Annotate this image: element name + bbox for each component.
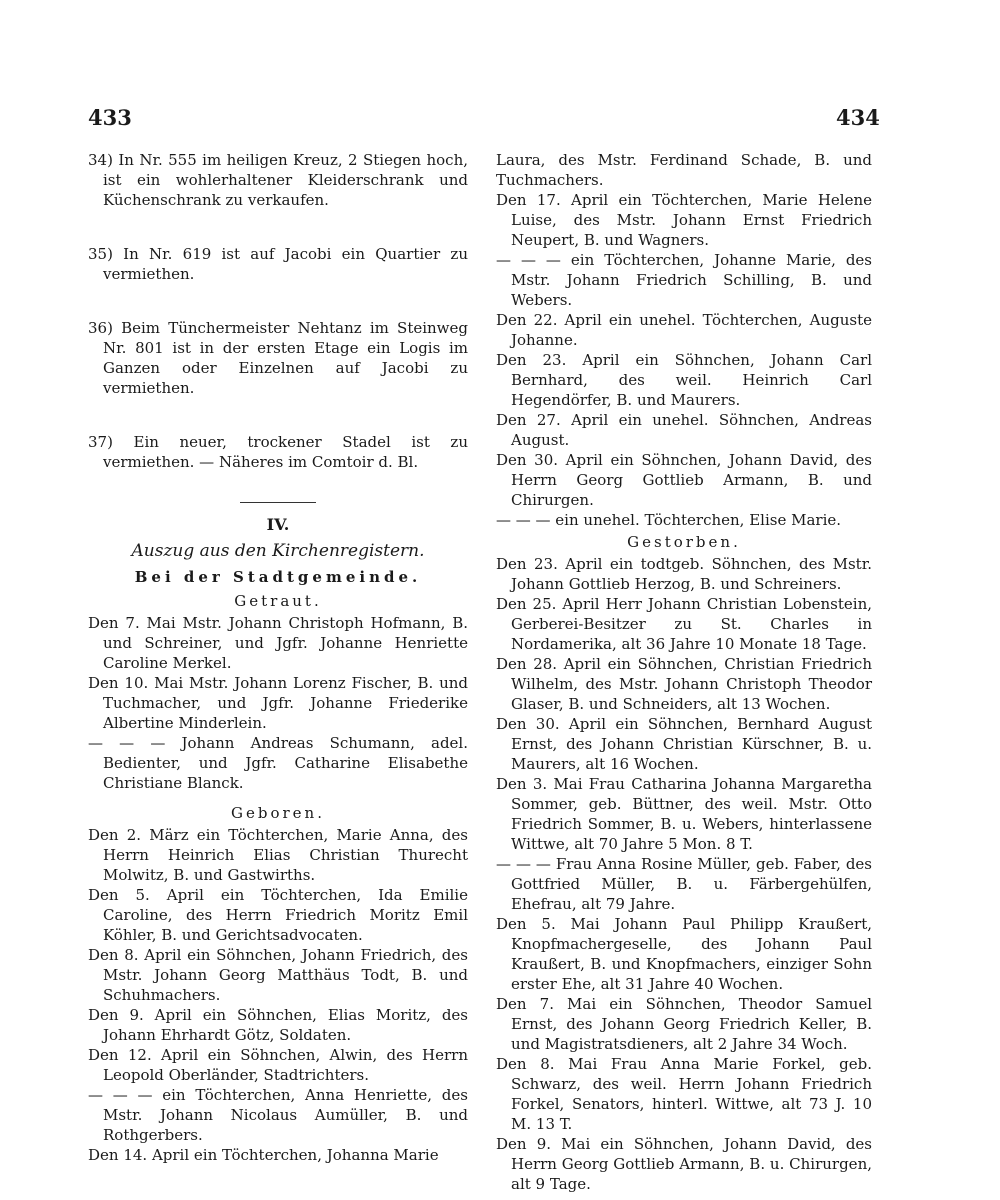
birth-entry: — — — ein unehel. Töchterchen, Elise Marie. [496, 511, 842, 529]
married-entry: — — — Johann Andreas Schumann, adel. Bedienter, und Jgfr. Catharine Elisabethe Christiane Blanck. [88, 734, 468, 792]
birth-entry: Den 23. April ein Söhnchen, Johann Carl Bernhard, des weil. Heinrich Carl Hegendörfer, B. und Maurers. [496, 351, 872, 409]
death-entry: Den 7. Mai ein Söhnchen, Theodor Samuel Ernst, des Johann Georg Friedrich Keller, B. und Magistratsdieners, alt 2 Jahre 34 Woch. [496, 995, 872, 1053]
death-entry: Den 5. Mai Johann Paul Philipp Kraußert, Knopfmachergeselle, des Johann Paul Kraußert, B. und Knopfmachers, einziger Sohn erster Ehe, alt 31 Jahre 40 Wochen. [496, 915, 872, 993]
advertisement: 36) Beim Tünchermeister Nehtanz im Steinweg Nr. 801 ist in der ersten Etage ein Logis im Ganzen oder Einzelnen auf Jacobi zu vermiethen. [88, 319, 468, 397]
birth-entry: Den 22. April ein unehel. Töchterchen, Auguste Johanne. [496, 311, 872, 349]
married-heading: Getraut. [234, 592, 322, 610]
death-entry: Den 28. April ein Söhnchen, Christian Friedrich Wilhelm, des Mstr. Johann Christoph Theodor Glaser, B. und Schneiders, alt 13 Wochen. [496, 655, 872, 713]
death-entry: Den 30. April ein Söhnchen, Bernhard August Ernst, des Johann Christian Kürschner, B. u. Maurers, alt 16 Wochen. [496, 715, 872, 773]
born-heading: Geboren. [231, 804, 325, 822]
birth-entry: Den 5. April ein Töchterchen, Ida Emilie Caroline, des Herrn Friedrich Moritz Emil Köhler, B. und Gerichtsadvocaten. [88, 886, 468, 944]
death-entry: Den 9. Mai ein Söhnchen, Johann David, des Herrn Georg Gottlieb Armann, B. u. Chirurgen, alt 9 Tage. [496, 1135, 872, 1193]
birth-entry: Den 30. April ein Söhnchen, Johann David, des Herrn Georg Gottlieb Armann, B. und Chirurgen. [496, 451, 872, 509]
section-title: Auszug aus den Kirchenregistern. [131, 541, 425, 561]
birth-entry: — — — ein Töchterchen, Johanne Marie, des Mstr. Johann Friedrich Schilling, B. und Webers. [496, 251, 872, 309]
birth-entry: Den 9. April ein Söhnchen, Elias Moritz, des Johann Ehrhardt Götz, Soldaten. [88, 1006, 468, 1044]
advertisement: 37) Ein neuer, trockener Stadel ist zu vermiethen. — Näheres im Comtoir d. Bl. [88, 433, 468, 471]
birth-entry: Den 12. April ein Söhnchen, Alwin, des Herrn Leopold Oberländer, Stadtrichters. [88, 1046, 468, 1084]
birth-entry: Den 14. April ein Töchterchen, Johanna Marie [88, 1146, 439, 1164]
parish-heading: Bei der Stadtgemeinde. [134, 568, 422, 586]
died-heading: Gestorben. [627, 533, 741, 551]
birth-entry: Den 2. März ein Töchterchen, Marie Anna, des Herrn Heinrich Elias Christian Thurecht Molwitz, B. und Gastwirths. [88, 826, 468, 884]
married-entry: Den 7. Mai Mstr. Johann Christoph Hofmann, B. und Schreiner, und Jgfr. Johanne Henriette Caroline Merkel. [88, 614, 468, 672]
death-entry: — — — Frau Anna Rosine Müller, geb. Faber, des Gottfried Müller, B. u. Färbergehülfen, Ehefrau, alt 79 Jahre. [496, 855, 872, 913]
page-number-left: 433 [88, 105, 132, 130]
right-column [496, 150, 872, 1194]
section-divider [240, 502, 316, 503]
birth-entry: — — — ein Töchterchen, Anna Henriette, des Mstr. Johann Nicolaus Aumüller, B. und Rothgerbers. [88, 1086, 468, 1144]
advertisement: 35) In Nr. 619 ist auf Jacobi ein Quartier zu vermiethen. [88, 245, 468, 283]
left-column [88, 150, 468, 1165]
married-entry: Den 10. Mai Mstr. Johann Lorenz Fischer, B. und Tuchmacher, und Jgfr. Johanne Friederike Albertine Minderlein. [88, 674, 468, 732]
advertisement: 34) In Nr. 555 im heiligen Kreuz, 2 Stiegen hoch, ist ein wohlerhaltener Kleiderschrank und Küchenschrank zu verkaufen. [88, 151, 468, 209]
birth-entry: Laura, des Mstr. Ferdinand Schade, B. und Tuchmachers. [496, 151, 872, 189]
death-entry: Den 3. Mai Frau Catharina Johanna Margaretha Sommer, geb. Büttner, des weil. Mstr. Otto Friedrich Sommer, B. u. Webers, hinterlassene Wittwe, alt 70 Jahre 5 Mon. 8 T. [496, 775, 872, 853]
death-entry: Den 25. April Herr Johann Christian Lobenstein, Gerberei-Besitzer zu St. Charles in Nordamerika, alt 36 Jahre 10 Monate 18 Tage. [496, 595, 872, 653]
death-entry: Den 8. Mai Frau Anna Marie Forkel, geb. Schwarz, des weil. Herrn Johann Friedrich Forkel, Senators, hinterl. Wittwe, alt 73 J. 10 M. 13 T. [496, 1055, 872, 1133]
birth-entry: Den 8. April ein Söhnchen, Johann Friedrich, des Mstr. Johann Georg Matthäus Todt, B. und Schuhmachers. [88, 946, 468, 1004]
page-number-right: 434 [836, 105, 880, 130]
birth-entry: Den 17. April ein Töchterchen, Marie Helene Luise, des Mstr. Johann Ernst Friedrich Neupert, B. und Wagners. [496, 191, 872, 249]
death-entry: Den 23. April ein todtgeb. Söhnchen, des Mstr. Johann Gottlieb Herzog, B. und Schreiners. [496, 555, 872, 593]
birth-entry: Den 27. April ein unehel. Söhnchen, Andreas August. [496, 411, 872, 449]
section-number: IV. [266, 515, 290, 534]
